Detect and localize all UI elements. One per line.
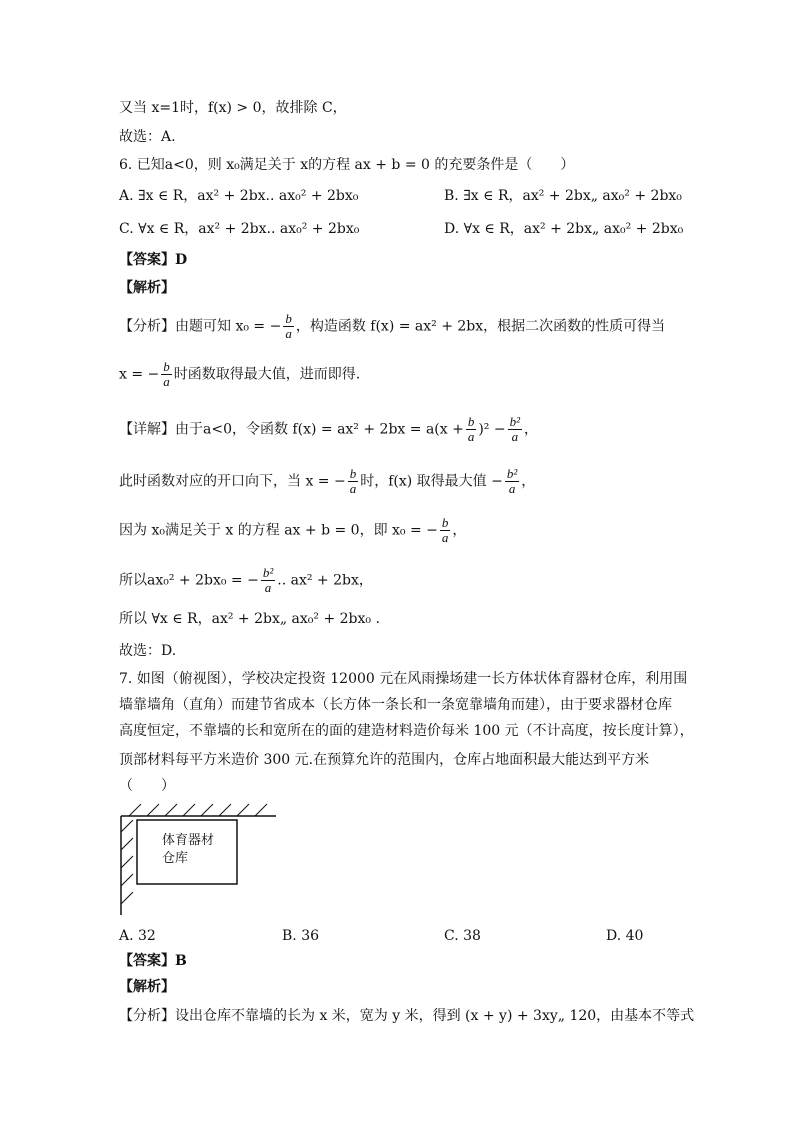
text-span: 【详解】由于a<0，令函数 f(x) = ax² + 2bx = a(x + xyxy=(119,421,464,438)
question-6-stem: 6. 已知a<0，则 x₀满足关于 x的方程 ax + b = 0 的充要条件是（ ） xyxy=(119,157,575,173)
answer-7: 【答案】B xyxy=(119,953,187,969)
numerator: b xyxy=(441,515,449,530)
text-span: .. ax² + 2bx， xyxy=(277,572,373,589)
text-span: 因为 x₀满足关于 x 的方程 ax + b = 0，即 x₀ = − xyxy=(119,522,438,539)
question-7-stem: 顶部材料每平方米造价 300 元.在预算允许的范围内，仓库占地面积最大能达到平方米 xyxy=(119,752,650,768)
numerator: b xyxy=(163,359,170,374)
numerator: b xyxy=(285,311,292,326)
fraction xyxy=(348,467,359,496)
detail-line xyxy=(119,467,535,496)
fraction xyxy=(508,415,522,444)
question-7-stem: 高度恒定，不靠墙的长和宽所在的面的建造材料造价每米 100 元（不计高度，按长度计算）， xyxy=(119,723,694,739)
q6-option-a: A. ∃x ∈ R，ax² + 2bx.. ax₀² + 2bx₀ xyxy=(119,188,359,204)
analysis-line xyxy=(119,360,360,389)
fraction xyxy=(466,415,477,444)
question-7-stem: 墙靠墙角（直角）而建节省成本（长方体一条长和一条宽靠墙角而建），由于要求器材仓库 xyxy=(119,697,672,713)
numerator: b² xyxy=(506,466,518,481)
analysis-heading: 【解析】 xyxy=(119,979,175,995)
fraction xyxy=(161,360,172,389)
q6-option-c: C. ∀x ∈ R，ax² + 2bx.. ax₀² + 2bx₀ xyxy=(119,221,360,237)
warehouse-label: 仓库 xyxy=(162,851,189,866)
fraction xyxy=(261,566,275,595)
denominator: a xyxy=(349,481,357,496)
denominator: a xyxy=(264,580,272,595)
analysis-line: 【分析】设出仓库不靠墙的长为 x 米，宽为 y 米，得到 (x + y) + 3xy„ 120，由基本不等式 xyxy=(119,1008,695,1024)
text-line: 故选：A. xyxy=(119,129,176,145)
text-span: ，构造函数 f(x) = ax² + 2bx，根据二次函数的性质可得当 xyxy=(295,318,666,335)
text-span: 时，f(x) 取得最大值 − xyxy=(360,473,503,490)
wall-hatching-top xyxy=(129,804,267,816)
text-span: 此时函数对应的开口向下，当 x = − xyxy=(119,473,346,490)
denominator: a xyxy=(285,326,292,341)
numerator: b xyxy=(349,466,357,481)
denominator: a xyxy=(467,429,475,444)
q7-option-d: D. 40 xyxy=(606,928,644,944)
q7-option-c: C. 38 xyxy=(444,928,481,944)
denominator: a xyxy=(511,429,519,444)
text-line: 又当 x=1时，f(x) > 0，故排除 C， xyxy=(119,100,347,116)
denominator: a xyxy=(441,530,449,545)
text-span: )² − xyxy=(478,421,506,438)
fraction xyxy=(505,467,519,496)
detail-line: 所以 ∀x ∈ R，ax² + 2bx„ ax₀² + 2bx₀ . xyxy=(119,611,380,627)
detail-line xyxy=(119,415,538,444)
denominator: a xyxy=(163,374,170,389)
numerator: b xyxy=(467,414,475,429)
analysis-heading: 【解析】 xyxy=(119,280,175,296)
text-span: ， xyxy=(521,473,536,490)
question-7-stem: 7. 如图（俯视图），学校决定投资 12000 元在风雨操场建一长方体状体育器材仓库，利用围 xyxy=(119,671,688,687)
numerator: b² xyxy=(262,565,274,580)
q7-option-b: B. 36 xyxy=(282,928,320,944)
text-span: ， xyxy=(452,522,467,539)
text-span: 【分析】由题可知 x₀ = − xyxy=(119,318,282,335)
detail-line xyxy=(119,566,373,595)
warehouse-diagram xyxy=(119,802,279,917)
question-7-stem: （ ） xyxy=(119,778,175,794)
q6-option-d: D. ∀x ∈ R，ax² + 2bx„ ax₀² + 2bx₀ xyxy=(444,221,684,237)
text-span: x = − xyxy=(119,366,160,383)
answer-6: 【答案】D xyxy=(119,252,188,268)
fraction xyxy=(440,516,451,545)
q7-option-a: A. 32 xyxy=(119,928,156,944)
wall-hatching-left xyxy=(121,820,133,904)
fraction xyxy=(283,312,294,341)
text-span: 所以ax₀² + 2bx₀ = − xyxy=(119,572,259,589)
detail-line xyxy=(119,516,466,545)
warehouse-label: 体育器材 xyxy=(162,833,215,848)
q6-option-b: B. ∃x ∈ R，ax² + 2bx„ ax₀² + 2bx₀ xyxy=(444,188,682,204)
analysis-line xyxy=(119,312,665,341)
numerator: b² xyxy=(509,414,521,429)
text-span: 时函数取得最大值，进而即得. xyxy=(173,366,361,383)
text-span: ， xyxy=(524,421,539,438)
denominator: a xyxy=(508,481,516,496)
text-line: 故选：D. xyxy=(119,643,177,659)
